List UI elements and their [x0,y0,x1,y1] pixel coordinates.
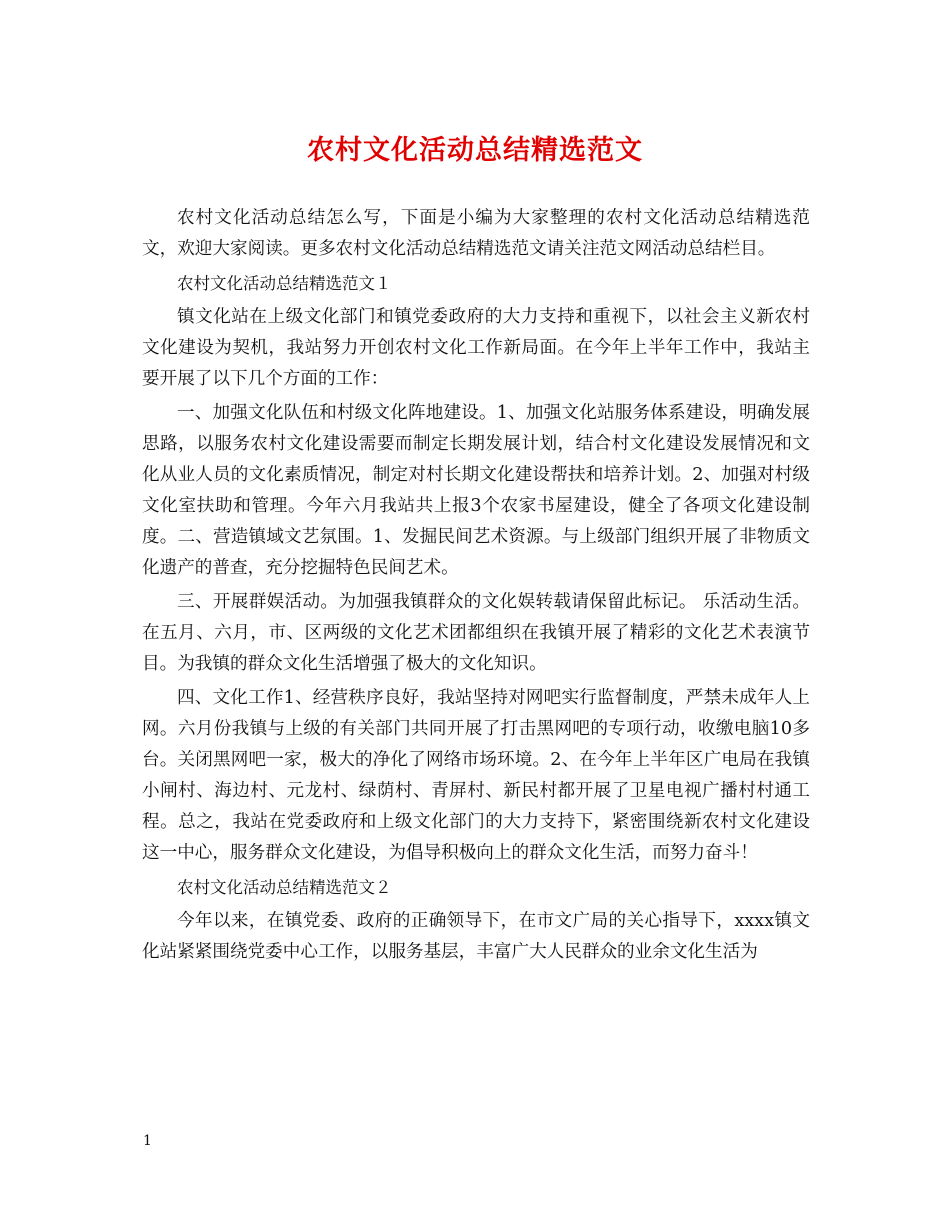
section-heading-1: 农村文化活动总结精选范文１ [177,274,392,293]
body-paragraph: 一、加强文化队伍和村级文化阵地建设。1、加强文化站服务体系建设，明确发展思路，以服务农村文化建设需要而制定长期发展计划，结合村文化建设发展情况和文化从业人员的文化素质情况，制定对村长期文化建设帮扶和培养计划。2、加强对村级文化室扶助和管理。今年六月我站共上报3个农家书屋建设，健全了各项文化建设制度。二、营造镇域文艺氛围。1、发掘民间艺术资源。与上级部门组织开展了非物质文化遗产的普查，充分挖掘特色民间艺术。 [142,403,810,578]
body-paragraph: 今年以来，在镇党委、政府的正确领导下，在市文广局的关心指导下，xxxx镇文化站紧紧围绕党委中心工作，以服务基层，丰富广大人民群众的业余文化生活为 [142,911,810,962]
document-title: 农村文化活动总结精选范文 [307,135,643,166]
body-paragraph: 镇文化站在上级文化部门和镇党委政府的大力支持和重视下，以社会主义新农村文化建设为契机，我站努力开创农村文化工作新局面。在今年上半年工作中，我站主要开展了以下几个方面的工作： [142,307,810,389]
body-paragraph: 三、开展群娱活动。为加强我镇群众的文化娱转载请保留此标记。 乐活动生活。在五月、六月，市、区两级的文化艺术团都组织在我镇开展了精彩的文化艺术表演节目。为我镇的群众文化生活增强了极大的文化知识。 [142,592,810,674]
section-heading-2: 农村文化活动总结精选范文２ [177,878,392,897]
body-paragraph: 四、文化工作1、经营秩序良好，我站坚持对网吧实行监督制度，严禁未成年人上网。六月份我镇与上级的有关部门共同开展了打击黑网吧的专项行动，收缴电脑10多台。关闭黑网吧一家，极大的净化了网络市场环境。2、在今年上半年区广电局在我镇小闸村、海边村、元龙村、绿荫村、青屏村、新民村都开展了卫星电视广播村村通工程。总之，我站在党委政府和上级文化部门的大力支持下，紧密围绕新农村文化建设这一中心，服务群众文化建设，为倡导积极向上的群众文化生活，而努力奋斗！ [142,688,810,863]
document-body [142,203,810,971]
page-number: 1 [143,1133,152,1149]
intro-paragraph: 农村文化活动总结怎么写，下面是小编为大家整理的农村文化活动总结精选范文，欢迎大家阅读。更多农村文化活动总结精选范文请关注范文网活动总结栏目。 [142,208,810,259]
